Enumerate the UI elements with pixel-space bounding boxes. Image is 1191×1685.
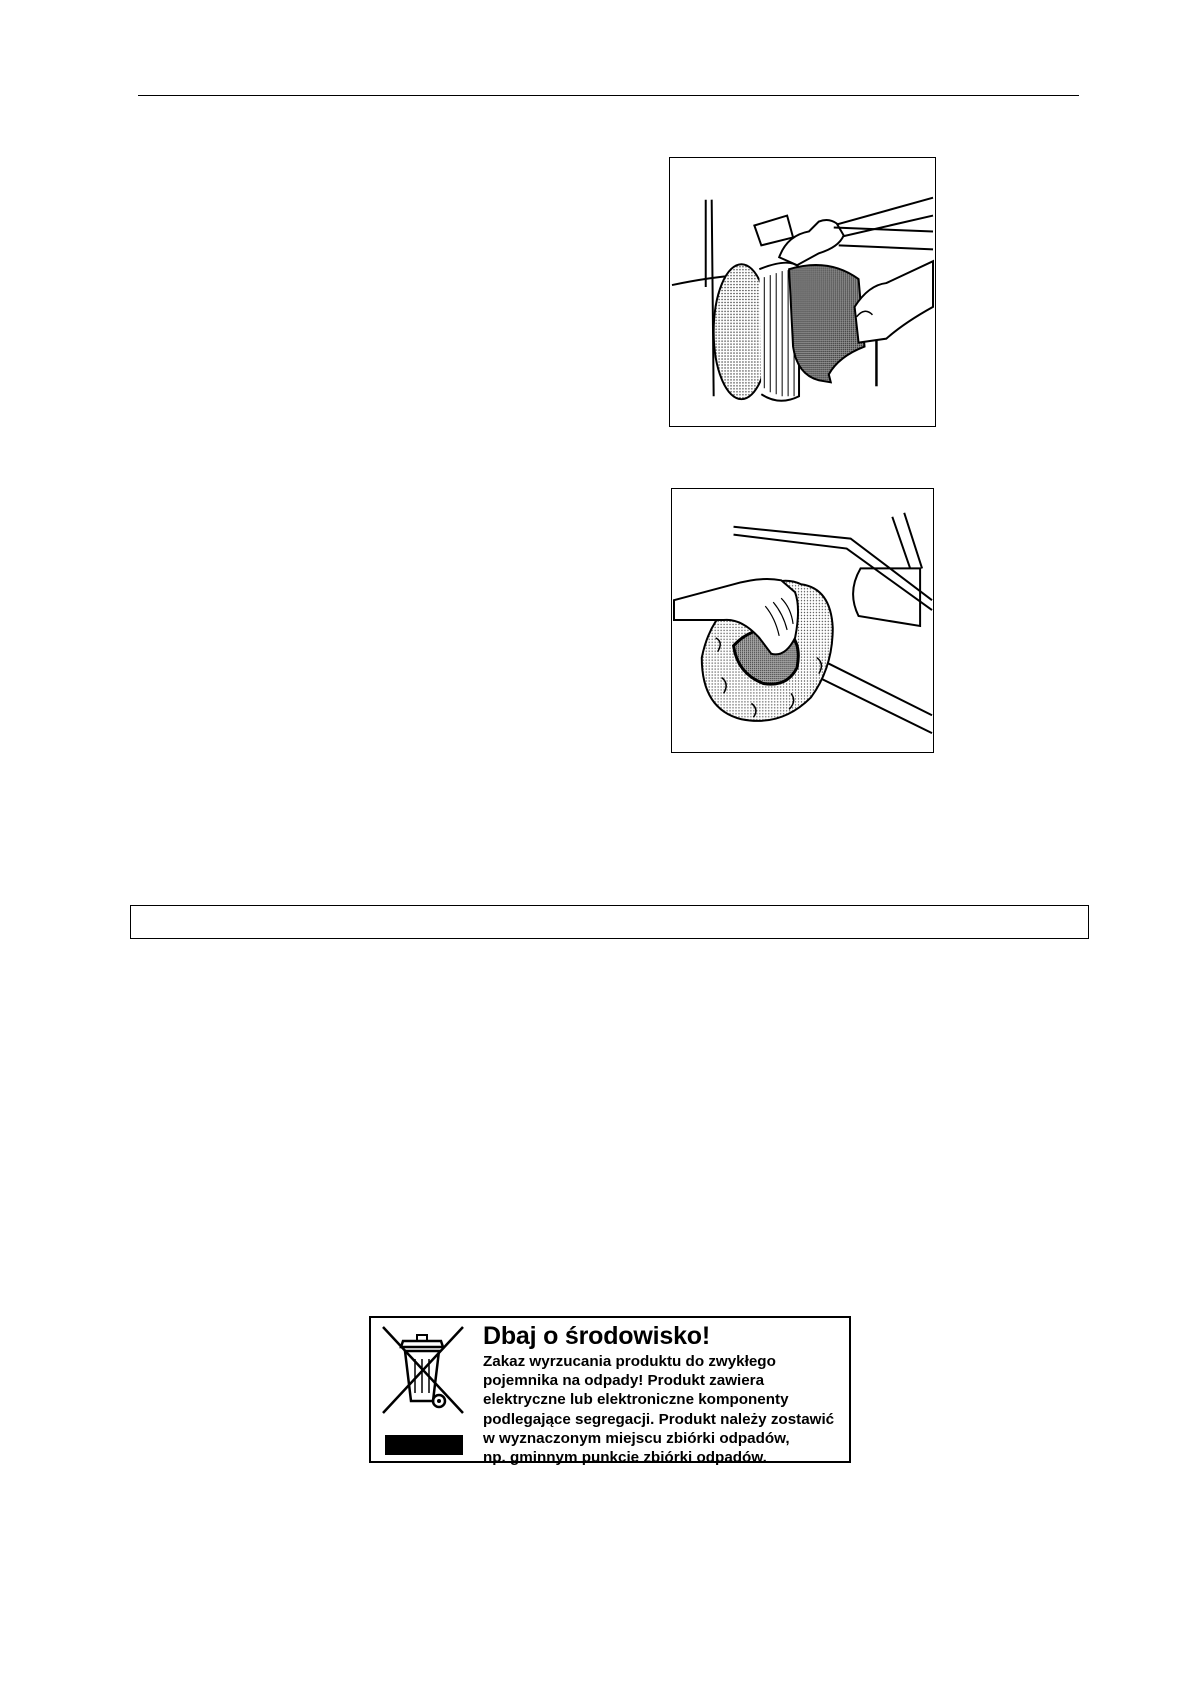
header-rule <box>138 95 1079 96</box>
disposal-notice <box>369 1316 851 1467</box>
figure-hand-polishing <box>671 488 934 753</box>
disposal-notice-line: pojemnika na odpady! Produkt zawiera <box>483 1372 765 1390</box>
disposal-notice-text <box>483 1322 849 1467</box>
polishing-by-hand-illustration <box>672 489 933 752</box>
section-heading-box <box>130 905 1089 939</box>
wheelie-bin-graphic <box>377 1323 469 1457</box>
crossed-out-wheelie-bin-icon <box>377 1323 469 1457</box>
polisher-bonnet-fitting-illustration <box>670 158 935 426</box>
disposal-notice-line: Zakaz wyrzucania produktu do zwykłego <box>483 1353 776 1370</box>
disposal-notice-line: podlegające segregacji. Produkt należy zostawić <box>483 1410 835 1428</box>
disposal-notice-line: elektryczne lub elektroniczne komponenty <box>483 1391 789 1409</box>
disposal-notice-line: w wyznaczonym miejscu zbiórki odpadów, <box>483 1429 790 1447</box>
disposal-notice-line: np. gminnym punkcie zbiórki odpadów. <box>483 1449 767 1467</box>
figure-polisher-bonnet <box>669 157 936 427</box>
disposal-notice-title: Dbaj o środowisko! <box>483 1322 710 1350</box>
